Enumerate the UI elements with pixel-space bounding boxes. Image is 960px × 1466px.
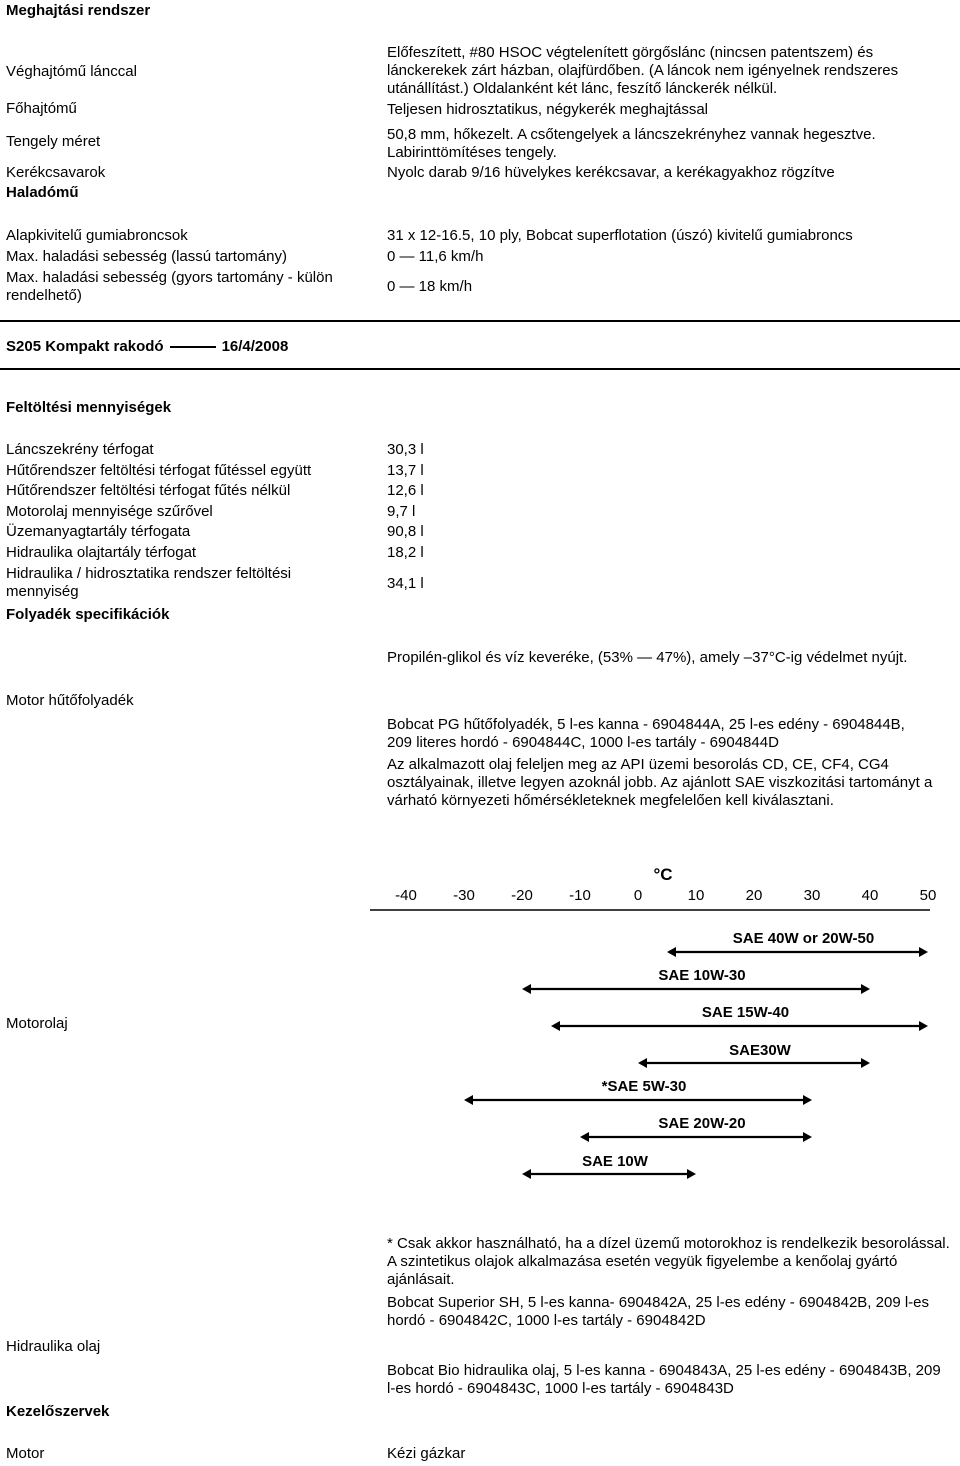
label-tires: Alapkivitelű gumiabroncsok bbox=[6, 227, 188, 244]
x-tick-label: 50 bbox=[919, 887, 937, 904]
label-engine-control: Motor bbox=[6, 1445, 45, 1462]
value-main-drive: Teljesen hidrosztatikus, négykerék meghajtással bbox=[387, 101, 708, 118]
value-axle-size: 50,8 mm, hőkezelt. A csőtengelyek a láncszekrényhez vannak hegesztve. Labirinttömítéses tengely. bbox=[387, 126, 876, 161]
x-tick-label: -30 bbox=[453, 887, 475, 904]
label-hydraulic-system: Hidraulika / hidrosztatika rendszer feltöltési mennyiség bbox=[6, 565, 292, 600]
section-heading-drive: Meghajtási rendszer bbox=[6, 2, 151, 19]
value-hydraulic-tank: 18,2 l bbox=[387, 544, 424, 561]
value-oil-spec: Az alkalmazott olaj feleljen meg az API üzemi besorolás CD, CE, CF4, CG4 osztályainak, illetve legyen azoknál jobb. Az ajánlott SAE viszkozitási tartományt a várható környezeti hőmérsékleteknek megfelelően kell kiválasztani. bbox=[387, 756, 933, 809]
footer-model: S205 Kompakt rakodó bbox=[6, 338, 164, 355]
chart-title: °C bbox=[653, 865, 673, 884]
value-final-drive: Előfeszített, #80 HSOC végtelenített görgőslánc (nincsen patentszem) és lánckerekek zárt házban, olajfürdőben. (A láncok nem igényelnek rendszeres utánállítást.) Oldalanként két lánc, feszítő lánckerék nélkül. bbox=[387, 44, 899, 97]
label-axle-size: Tengely méret bbox=[6, 133, 101, 150]
range-bar-right-arrow bbox=[803, 1095, 812, 1105]
section-heading-controls: Kezelőszervek bbox=[6, 1403, 110, 1420]
label-hydraulic-oil: Hidraulika olaj bbox=[6, 1338, 101, 1355]
label-engine-oil: Motorolaj mennyisége szűrővel bbox=[6, 503, 213, 520]
series-label: SAE 10W-30 bbox=[658, 967, 746, 984]
x-tick-label: 10 bbox=[687, 887, 705, 904]
label-wheel-bolts: Kerékcsavarok bbox=[6, 164, 106, 181]
range-bar-right-arrow bbox=[687, 1169, 696, 1179]
label-fuel-tank: Üzemanyagtartály térfogata bbox=[6, 523, 191, 540]
label-motor-oil: Motorolaj bbox=[6, 1015, 68, 1032]
range-bar-left-arrow bbox=[638, 1058, 647, 1068]
value-tires: 31 x 12-16.5, 10 ply, Bobcat superflotation (úszó) kivitelű gumiabroncs bbox=[387, 227, 853, 244]
range-bar-left-arrow bbox=[522, 984, 531, 994]
series-label: *SAE 5W-30 bbox=[601, 1078, 687, 1095]
series-label: SAE 15W-40 bbox=[701, 1004, 790, 1021]
range-bar-left-arrow bbox=[580, 1132, 589, 1142]
footer-date: 16/4/2008 bbox=[221, 338, 289, 355]
value-speed-high: 0 — 18 km/h bbox=[387, 278, 473, 295]
section-heading-capacities: Feltöltési mennyiségek bbox=[6, 399, 172, 416]
x-tick-label: 0 bbox=[633, 887, 643, 904]
range-bar-left-arrow bbox=[667, 947, 676, 957]
label-cooling-noheater: Hűtőrendszer feltöltési térfogat fűtés nélkül bbox=[6, 482, 291, 499]
value-cooling-noheater: 12,6 l bbox=[387, 482, 424, 499]
x-tick-label: 30 bbox=[803, 887, 821, 904]
value-hydraulic-system: 34,1 l bbox=[387, 575, 424, 592]
section-heading-fluids: Folyadék specifikációk bbox=[6, 606, 170, 623]
label-main-drive: Főhajtómű bbox=[6, 100, 77, 117]
range-bar-right-arrow bbox=[919, 947, 928, 957]
section-heading-travel: Haladómű bbox=[6, 184, 79, 201]
value-wheel-bolts: Nyolc darab 9/16 hüvelykes kerékcsavar, a kerékagyakhoz rögzítve bbox=[387, 164, 835, 181]
range-bar-left-arrow bbox=[464, 1095, 473, 1105]
note-synthetic: * Csak akkor használható, ha a dízel üzemű motorokhoz is rendelkezik besorolással. A szintetikus olajok alkalmazása esetén vegyük figyelembe a kenőolaj gyártó ajánlásait. bbox=[387, 1235, 950, 1288]
label-cooling-heater: Hűtőrendszer feltöltési térfogat fűtéssel együtt bbox=[6, 462, 312, 479]
range-bar-right-arrow bbox=[803, 1132, 812, 1142]
value-engine-oil: 9,7 l bbox=[387, 503, 416, 520]
range-bar-right-arrow bbox=[919, 1021, 928, 1031]
x-tick-label: -10 bbox=[569, 887, 591, 904]
label-final-drive: Véghajtómű lánccal bbox=[6, 63, 137, 80]
series-label: SAE30W bbox=[729, 1042, 791, 1059]
range-bar-left-arrow bbox=[522, 1169, 531, 1179]
series-label: SAE 10W bbox=[582, 1153, 648, 1170]
x-tick-label: -40 bbox=[395, 887, 417, 904]
label-speed-high: Max. haladási sebesség (gyors tartomány - külön rendelhető) bbox=[6, 269, 333, 304]
label-speed-low: Max. haladási sebesség (lassú tartomány) bbox=[6, 248, 287, 265]
label-coolant: Motor hűtőfolyadék bbox=[6, 692, 134, 709]
range-bar-left-arrow bbox=[551, 1021, 560, 1031]
range-bar-right-arrow bbox=[861, 984, 870, 994]
value-chaincase: 30,3 l bbox=[387, 441, 424, 458]
value-cooling-heater: 13,7 l bbox=[387, 462, 424, 479]
series-label: SAE 20W-20 bbox=[658, 1115, 746, 1132]
value-hydraulic-bio: Bobcat Bio hidraulika olaj, 5 l-es kanna - 6904843A, 25 l-es edény - 6904843B, 209 l-es hordó - 6904843C, 1000 l-es tartály - 6904843D bbox=[387, 1362, 941, 1397]
range-bar-right-arrow bbox=[861, 1058, 870, 1068]
value-hydraulic-superior: Bobcat Superior SH, 5 l-es kanna- 6904842A, 25 l-es edény - 6904842B, 209 l-es hordó - 6904842C, 1000 l-es tartály - 6904842D bbox=[387, 1294, 930, 1329]
value-coolant-part: Bobcat PG hűtőfolyadék, 5 l-es kanna - 6904844A, 25 l-es edény - 6904844B, 209 literes hordó - 6904844C, 1000 l-es tartály - 6904844D bbox=[387, 716, 905, 751]
x-tick-label: 40 bbox=[861, 887, 879, 904]
value-coolant-mix: Propilén-glikol és víz keveréke, (53% — 47%), amely –37°C-ig védelmet nyújt. bbox=[387, 649, 908, 666]
x-tick-label: -20 bbox=[511, 887, 533, 904]
x-tick-label: 20 bbox=[745, 887, 763, 904]
value-fuel-tank: 90,8 l bbox=[387, 523, 424, 540]
label-chaincase: Láncszekrény térfogat bbox=[6, 441, 154, 458]
value-speed-low: 0 — 11,6 km/h bbox=[387, 248, 484, 265]
label-hydraulic-tank: Hidraulika olajtartály térfogat bbox=[6, 544, 197, 561]
value-engine-control: Kézi gázkar bbox=[387, 1445, 466, 1462]
series-label: SAE 40W or 20W-50 bbox=[732, 930, 875, 947]
